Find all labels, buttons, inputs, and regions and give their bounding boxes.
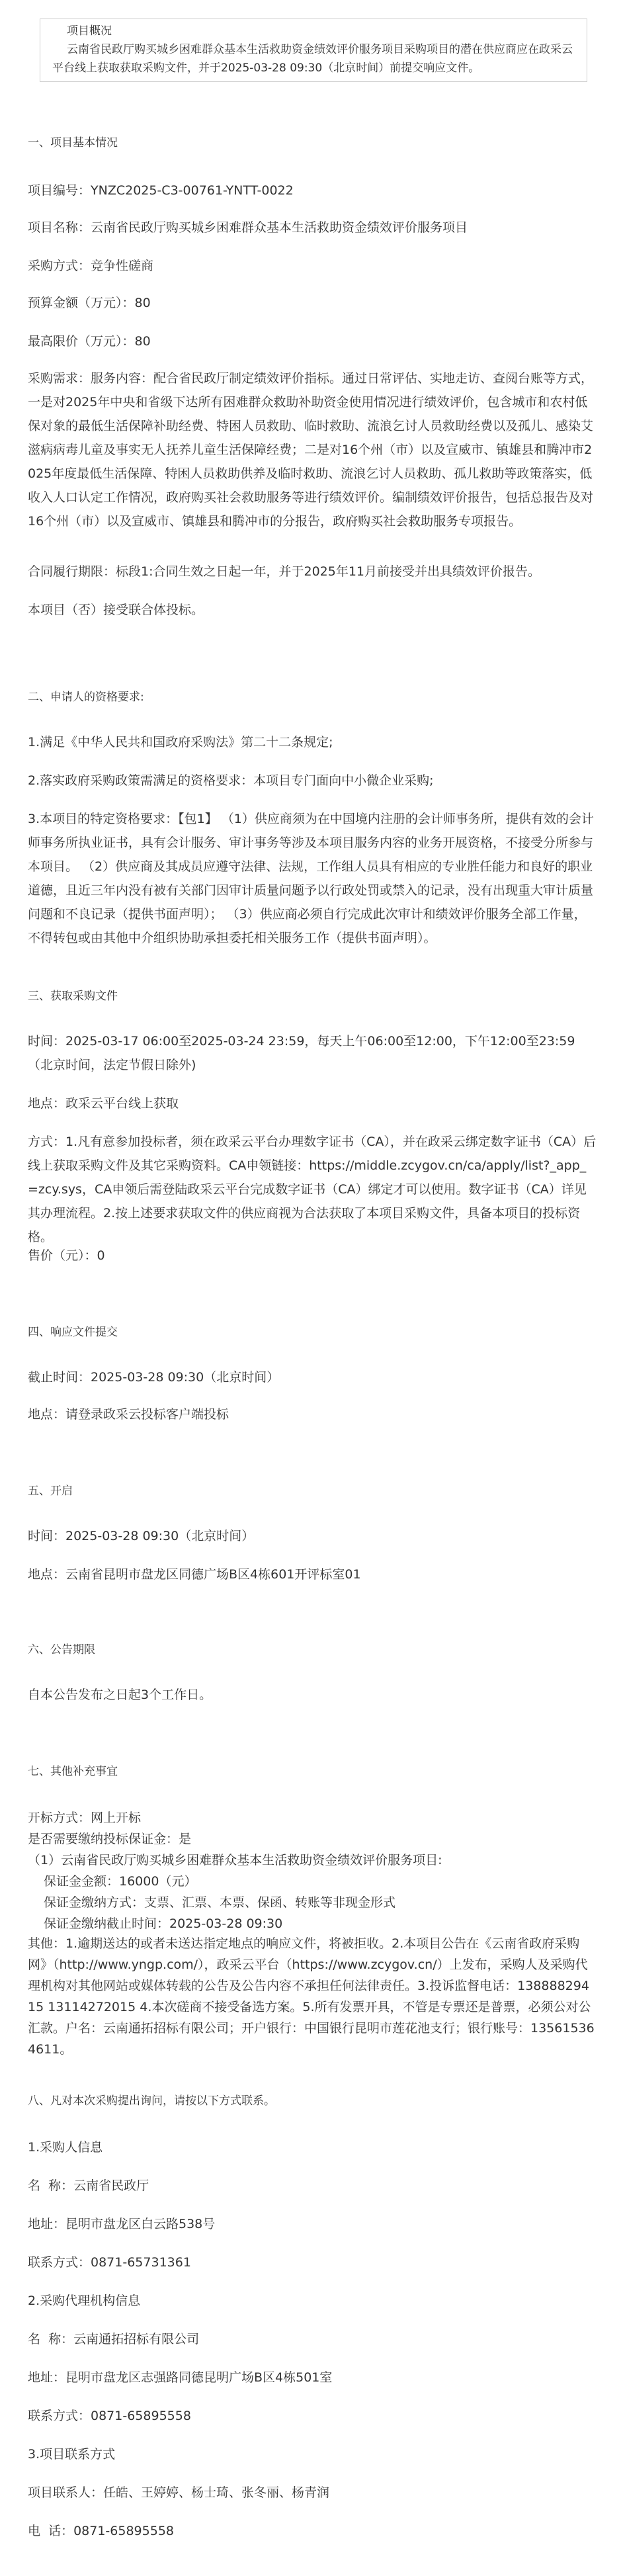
deposit-project: （1）云南省民政厅购买城乡困难群众基本生活救助资金绩效评价服务项目: bbox=[28, 1853, 442, 1868]
other-notes: 其他：1.逾期送达的或者未送达指定地点的响应文件，将被拒收。2.本项目公告在《云南省政府采购网》（http://www.yngp.com/），政采云平台（https://www.zcygov.cn/）上发布，采购人及采购代理机构对其他网站或媒体转载的公告及公告内容不承担任何法律责任。3.投诉监督电话：13888829415 13114272015 4.本次磋商不接受备选方案。5.所有发票开具，不管是专票还是普票，必须公对公汇款。户名：云南通拓招标有限公司；开户银行：中国银行昆明市莲花池支行；银行账号：135615364611。 bbox=[28, 1936, 595, 2057]
section-3-title: 三、获取采购文件 bbox=[28, 990, 118, 1003]
section-4-title: 四、响应文件提交 bbox=[28, 1326, 118, 1339]
contract-term: 合同履行期限：标段1:合同生效之日起一年，并于2025年11月前接受并出具绩效评价报告。 bbox=[28, 564, 541, 579]
procurement-requirement: 采购需求：服务内容：配合省民政厅制定绩效评价指标。通过日常评估、实地走访、查阅台账等方式，一是对2025年中央和省级下达所有困难群众救助补助资金使用情况进行绩效评价，包含城市和农村低保对象的最低生活保障补助经费、特困人员救助、临时救助、流浪乞讨人员救助经费以及孤儿、感染艾滋病病毒儿童及事实无人抚养儿童生活保障经费；二是对16个州（市）以及宣威市、镇雄县和腾冲市2025年度最低生活保障、特困人员救助供养及临时救助、流浪乞讨人员救助、孤儿救助等政策落实，低收入人口认定工作情况，政府购买社会救助服务等进行绩效评价。编制绩效评价报告，包括总报告及对16个州（市）以及宣威市、镇雄县和腾冲市的分报告，政府购买社会救助服务专项报告。 bbox=[28, 371, 594, 529]
section-8-title: 八、凡对本次采购提出询问，请按以下方式联系。 bbox=[28, 2094, 275, 2108]
obtain-place: 地点：政采云平台线上获取 bbox=[28, 1096, 179, 1111]
project-contact-title: 3.项目联系方式 bbox=[28, 2447, 116, 2462]
agency-address: 地址：昆明市盘龙区志强路同德昆明广场B区4栋501室 bbox=[28, 2370, 333, 2385]
qualification-1: 1.满足《中华人民共和国政府采购法》第二十二条规定; bbox=[28, 735, 333, 750]
agency-info-title: 2.采购代理机构信息 bbox=[28, 2294, 141, 2308]
qualification-3: 3.本项目的特定资格要求：【包1】 （1）供应商须为在中国境内注册的会计师事务所，提供有效的会计师事务所执业证书，具有会计服务、审计事务等涉及本项目服务内容的业务开展资格，不接受分所参与本项目。 （2）供应商及其成员应遵守法律、法规，工作组人员具有相应的专业胜任能力和良好的职业道德，且近三年内没有被有关部门因审计质量问题予以行政处罚或禁入的记录，没有出现重大审计质量问题和不良记录（提供书面声明）； （3）供应商必须自行完成此次审计和绩效评价服务全部工作量，不得转包或由其他中介组织协助承担委托相关服务工作（提供书面声明）。 bbox=[28, 812, 594, 945]
project-contacts: 项目联系人：任皓、王婷婷、杨士琦、张冬丽、杨青润 bbox=[28, 2485, 330, 2500]
deposit-amount: 保证金金额：16000（元） bbox=[44, 1874, 197, 1889]
section-7-title: 七、其他补充事宜 bbox=[28, 1765, 118, 1778]
purchaser-name: 名 称：云南省民政厅 bbox=[28, 2178, 149, 2193]
purchaser-address: 地址：昆明市盘龙区白云路538号 bbox=[28, 2217, 216, 2231]
overview-title: 项目概况 bbox=[67, 24, 112, 38]
document-price: 售价（元）：0 bbox=[28, 1248, 105, 1263]
overview-box bbox=[40, 19, 587, 82]
consortium-note: 本项目（否）接受联合体投标。 bbox=[28, 603, 204, 617]
agency-name: 名 称：云南通拓招标有限公司 bbox=[28, 2332, 200, 2346]
purchaser-phone: 联系方式：0871-65731361 bbox=[28, 2255, 191, 2270]
budget-amount: 预算金额（万元）：80 bbox=[28, 296, 151, 310]
obtain-time: 时间：2025-03-17 06:00至2025-03-24 23:59，每天上午06:00至12:00，下午12:00至23:59（北京时间，法定节假日除外) bbox=[28, 1034, 575, 1072]
submission-place: 地点：请登录政采云投标客户端投标 bbox=[28, 1407, 229, 1422]
agency-phone: 联系方式：0871-65895558 bbox=[28, 2409, 191, 2423]
max-price: 最高限价（万元）：80 bbox=[28, 334, 151, 349]
deposit-deadline: 保证金缴纳截止时间：2025-03-28 09:30 bbox=[44, 1916, 283, 1931]
notice-period: 自本公告发布之日起3个工作日。 bbox=[28, 1688, 212, 1702]
deposit-payment-method: 保证金缴纳方式：支票、汇票、本票、保函、转账等非现金形式 bbox=[44, 1895, 396, 1910]
project-number: 项目编号：YNZC2025-C3-00761-YNTT-0022 bbox=[28, 183, 294, 198]
opening-time: 时间：2025-03-28 09:30（北京时间） bbox=[28, 1529, 255, 1543]
qualification-2: 2.落实政府采购政策需满足的资格要求：本项目专门面向中小微企业采购; bbox=[28, 773, 434, 788]
submission-deadline: 截止时间：2025-03-28 09:30（北京时间） bbox=[28, 1370, 280, 1385]
procurement-method: 采购方式：竞争性磋商 bbox=[28, 259, 154, 273]
overview-text: 云南省民政厅购买城乡困难群众基本生活救助资金绩效评价服务项目采购项目的潜在供应商应在政采云平台线上获取获取采购文件，并于2025-03-28 09:30（北京时间）前提交响应文件。 bbox=[52, 43, 573, 75]
purchaser-info-title: 1.采购人信息 bbox=[28, 2140, 103, 2155]
section-5-title: 五、开启 bbox=[28, 1484, 73, 1498]
opening-mode: 开标方式：网上开标 bbox=[28, 1811, 142, 1825]
section-6-title: 六、公告期限 bbox=[28, 1643, 95, 1656]
section-1-title: 一、项目基本情况 bbox=[28, 136, 118, 150]
deposit-required: 是否需要缴纳投标保证金：是 bbox=[28, 1832, 192, 1846]
obtain-method: 方式：1.凡有意参加投标者，须在政采云平台办理数字证书（CA），并在政采云绑定数字证书（CA）后线上获取采购文件及其它采购资料。CA申领链接：https://middle.zcygov.cn/ca/apply/list?_app_=zcy.sys，CA申领后需登陆政采云平台完成数字证书（CA）绑定才可以使用。数字证书（CA）详见其办理流程。2.按上述要求获取文件的供应商视为合法获取了本项目采购文件，具备本项目的投标资格。 bbox=[28, 1135, 597, 1244]
section-2-title: 二、申请人的资格要求: bbox=[28, 691, 144, 704]
project-name: 项目名称：云南省民政厅购买城乡困难群众基本生活救助资金绩效评价服务项目 bbox=[28, 220, 468, 235]
project-phone: 电 话：0871-65895558 bbox=[28, 2524, 174, 2538]
opening-place: 地点：云南省昆明市盘龙区同德广场B区4栋601开评标室01 bbox=[28, 1567, 361, 1582]
